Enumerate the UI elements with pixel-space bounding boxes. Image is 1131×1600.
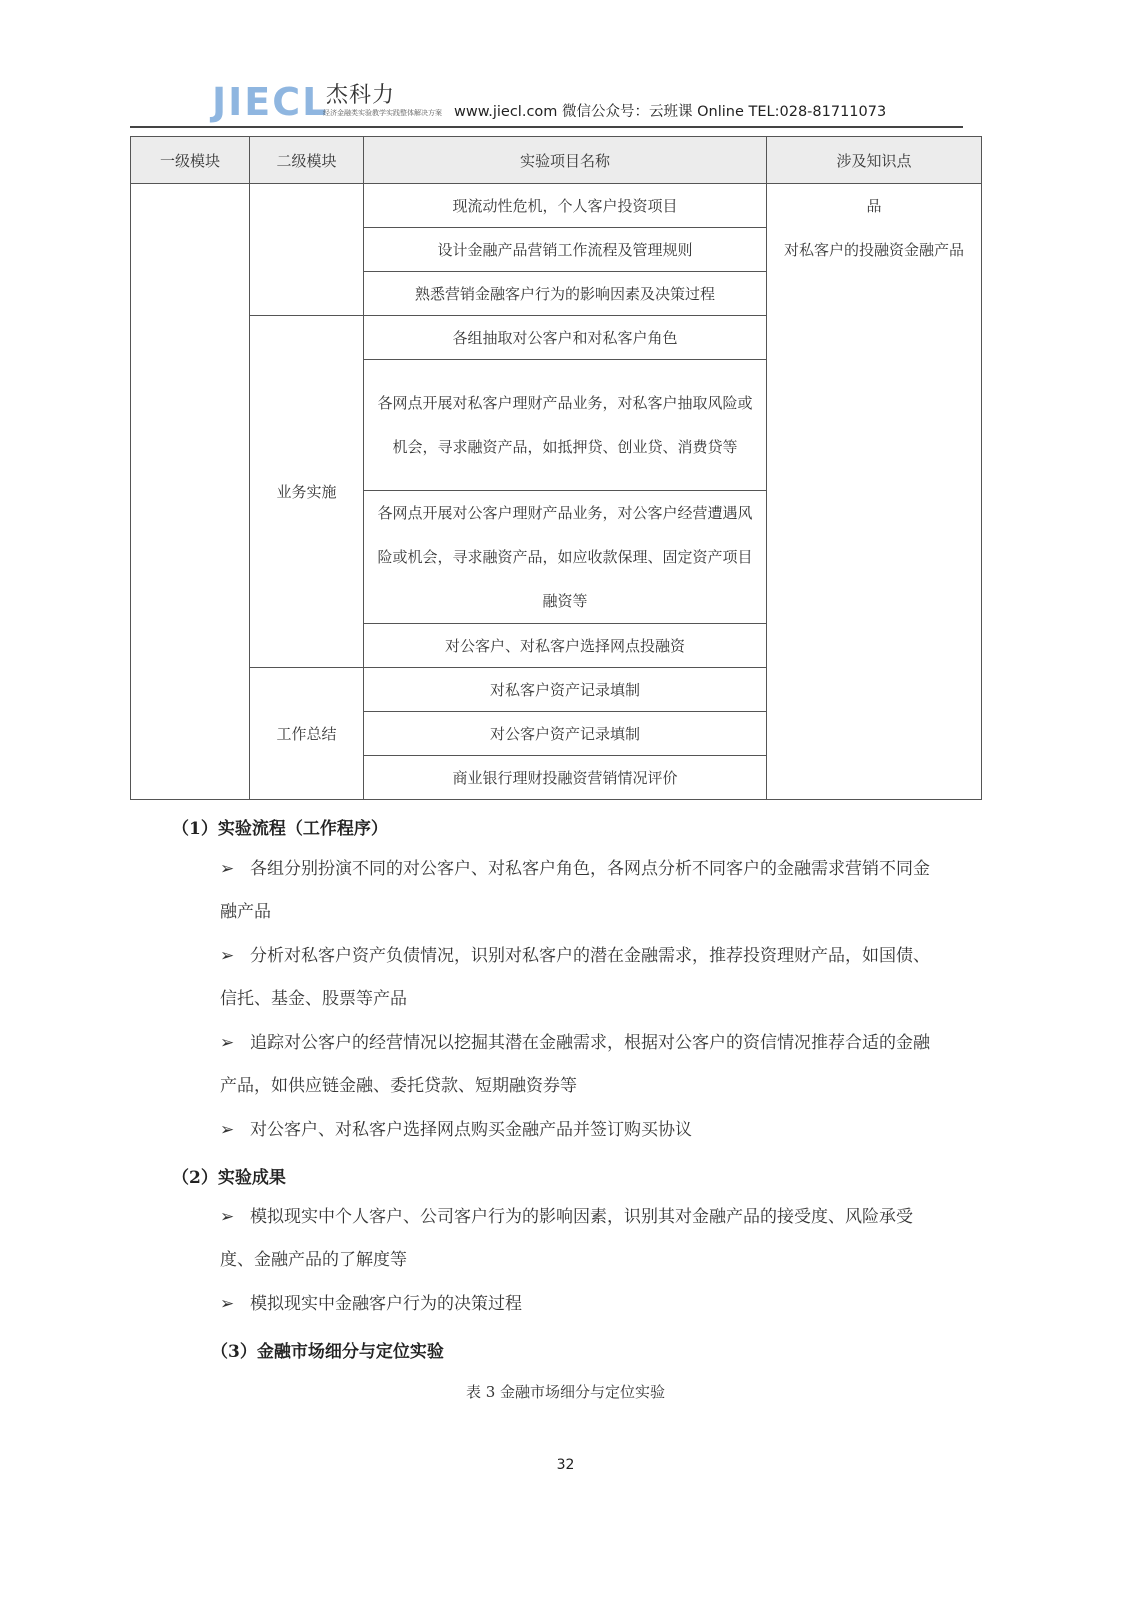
table-row <box>131 184 982 228</box>
knowledge-cell <box>767 184 982 800</box>
module2-summary-cell: 工作总结 <box>250 668 364 800</box>
section-heading: （2）实验成果 <box>172 1168 286 1188</box>
bullet-arrow-icon: ➢ <box>220 1033 235 1053</box>
bullet-item <box>220 935 945 1021</box>
section-heading: （3）金融市场细分与定位实验 <box>211 1342 444 1362</box>
table-header-row <box>131 137 982 184</box>
table-header-cell: 涉及知识点 <box>767 137 982 184</box>
bullet-item <box>220 1022 945 1108</box>
table-header-cell: 二级模块 <box>250 137 364 184</box>
bullet-text: 模拟现实中金融客户行为的决策过程 <box>250 1294 522 1314</box>
bullet-item <box>220 1109 945 1152</box>
project-cell: 各网点开展对私客户理财产品业务，对私客户抽取风险或机会，寻求融资产品，如抵押贷、创业贷、消费贷等 <box>364 360 767 491</box>
bullet-item <box>220 848 945 934</box>
table-header-cell: 实验项目名称 <box>364 137 767 184</box>
experiment-table <box>130 136 982 800</box>
logo-chinese-text: 杰科力 <box>326 83 396 108</box>
bullet-arrow-icon: ➢ <box>220 946 235 966</box>
module1-cell <box>131 184 250 800</box>
bullet-text: 追踪对公客户的经营情况以挖掘其潜在金融需求，根据对公客户的资信情况推荐合适的金融产品，如供应链金融、委托贷款、短期融资券等 <box>220 1033 930 1096</box>
project-cell: 现流动性危机，个人客户投资项目 <box>364 184 767 228</box>
header-contact-info: www.jiecl.com 微信公众号：云班课 Online TEL:028-81711073 <box>454 104 887 120</box>
table-caption: 表 3 金融市场细分与定位实验 <box>465 1383 666 1401</box>
bullet-item <box>220 1196 945 1282</box>
bullet-arrow-icon: ➢ <box>220 1120 235 1140</box>
project-cell: 设计金融产品营销工作流程及管理规则 <box>364 228 767 272</box>
bullet-item <box>220 1283 945 1326</box>
header-divider <box>130 126 963 128</box>
bullet-text: 各组分别扮演不同的对公客户、对私客户角色，各网点分析不同客户的金融需求营销不同金融产品 <box>220 859 930 922</box>
bullet-text: 模拟现实中个人客户、公司客户行为的影响因素，识别其对金融产品的接受度、风险承受度、金融产品的了解度等 <box>220 1207 913 1270</box>
bullet-text: 分析对私客户资产负债情况，识别对私客户的潜在金融需求，推荐投资理财产品，如国债、信托、基金、股票等产品 <box>220 946 930 1009</box>
logo-latin-text: JIECL <box>212 80 329 124</box>
page-header <box>130 72 963 128</box>
project-cell: 各组抽取对公客户和对私客户角色 <box>364 316 767 360</box>
table-header-cell: 一级模块 <box>131 137 250 184</box>
project-cell: 商业银行理财投融资营销情况评价 <box>364 756 767 800</box>
project-cell: 对公客户、对私客户选择网点投融资 <box>364 624 767 668</box>
section-heading: （1）实验流程（工作程序） <box>172 819 388 839</box>
module2-cell <box>250 184 364 316</box>
project-cell: 对公客户资产记录填制 <box>364 712 767 756</box>
module2-business-cell: 业务实施 <box>250 316 364 668</box>
bullet-arrow-icon: ➢ <box>220 859 235 879</box>
knowledge-text: 品 对私客户的投融资金融产品 <box>783 197 964 259</box>
project-cell: 对私客户资产记录填制 <box>364 668 767 712</box>
bullet-arrow-icon: ➢ <box>220 1207 235 1227</box>
logo-tagline: 经济金融类实验教学实践整体解决方案 <box>323 109 442 117</box>
bullet-text: 对公客户、对私客户选择网点购买金融产品并签订购买协议 <box>250 1120 692 1140</box>
page-number: 32 <box>556 1457 575 1473</box>
project-cell: 熟悉营销金融客户行为的影响因素及决策过程 <box>364 272 767 316</box>
project-cell: 各网点开展对公客户理财产品业务，对公客户经营遭遇风险或机会，寻求融资产品，如应收款保理、固定资产项目融资等 <box>364 491 767 624</box>
bullet-arrow-icon: ➢ <box>220 1294 235 1314</box>
